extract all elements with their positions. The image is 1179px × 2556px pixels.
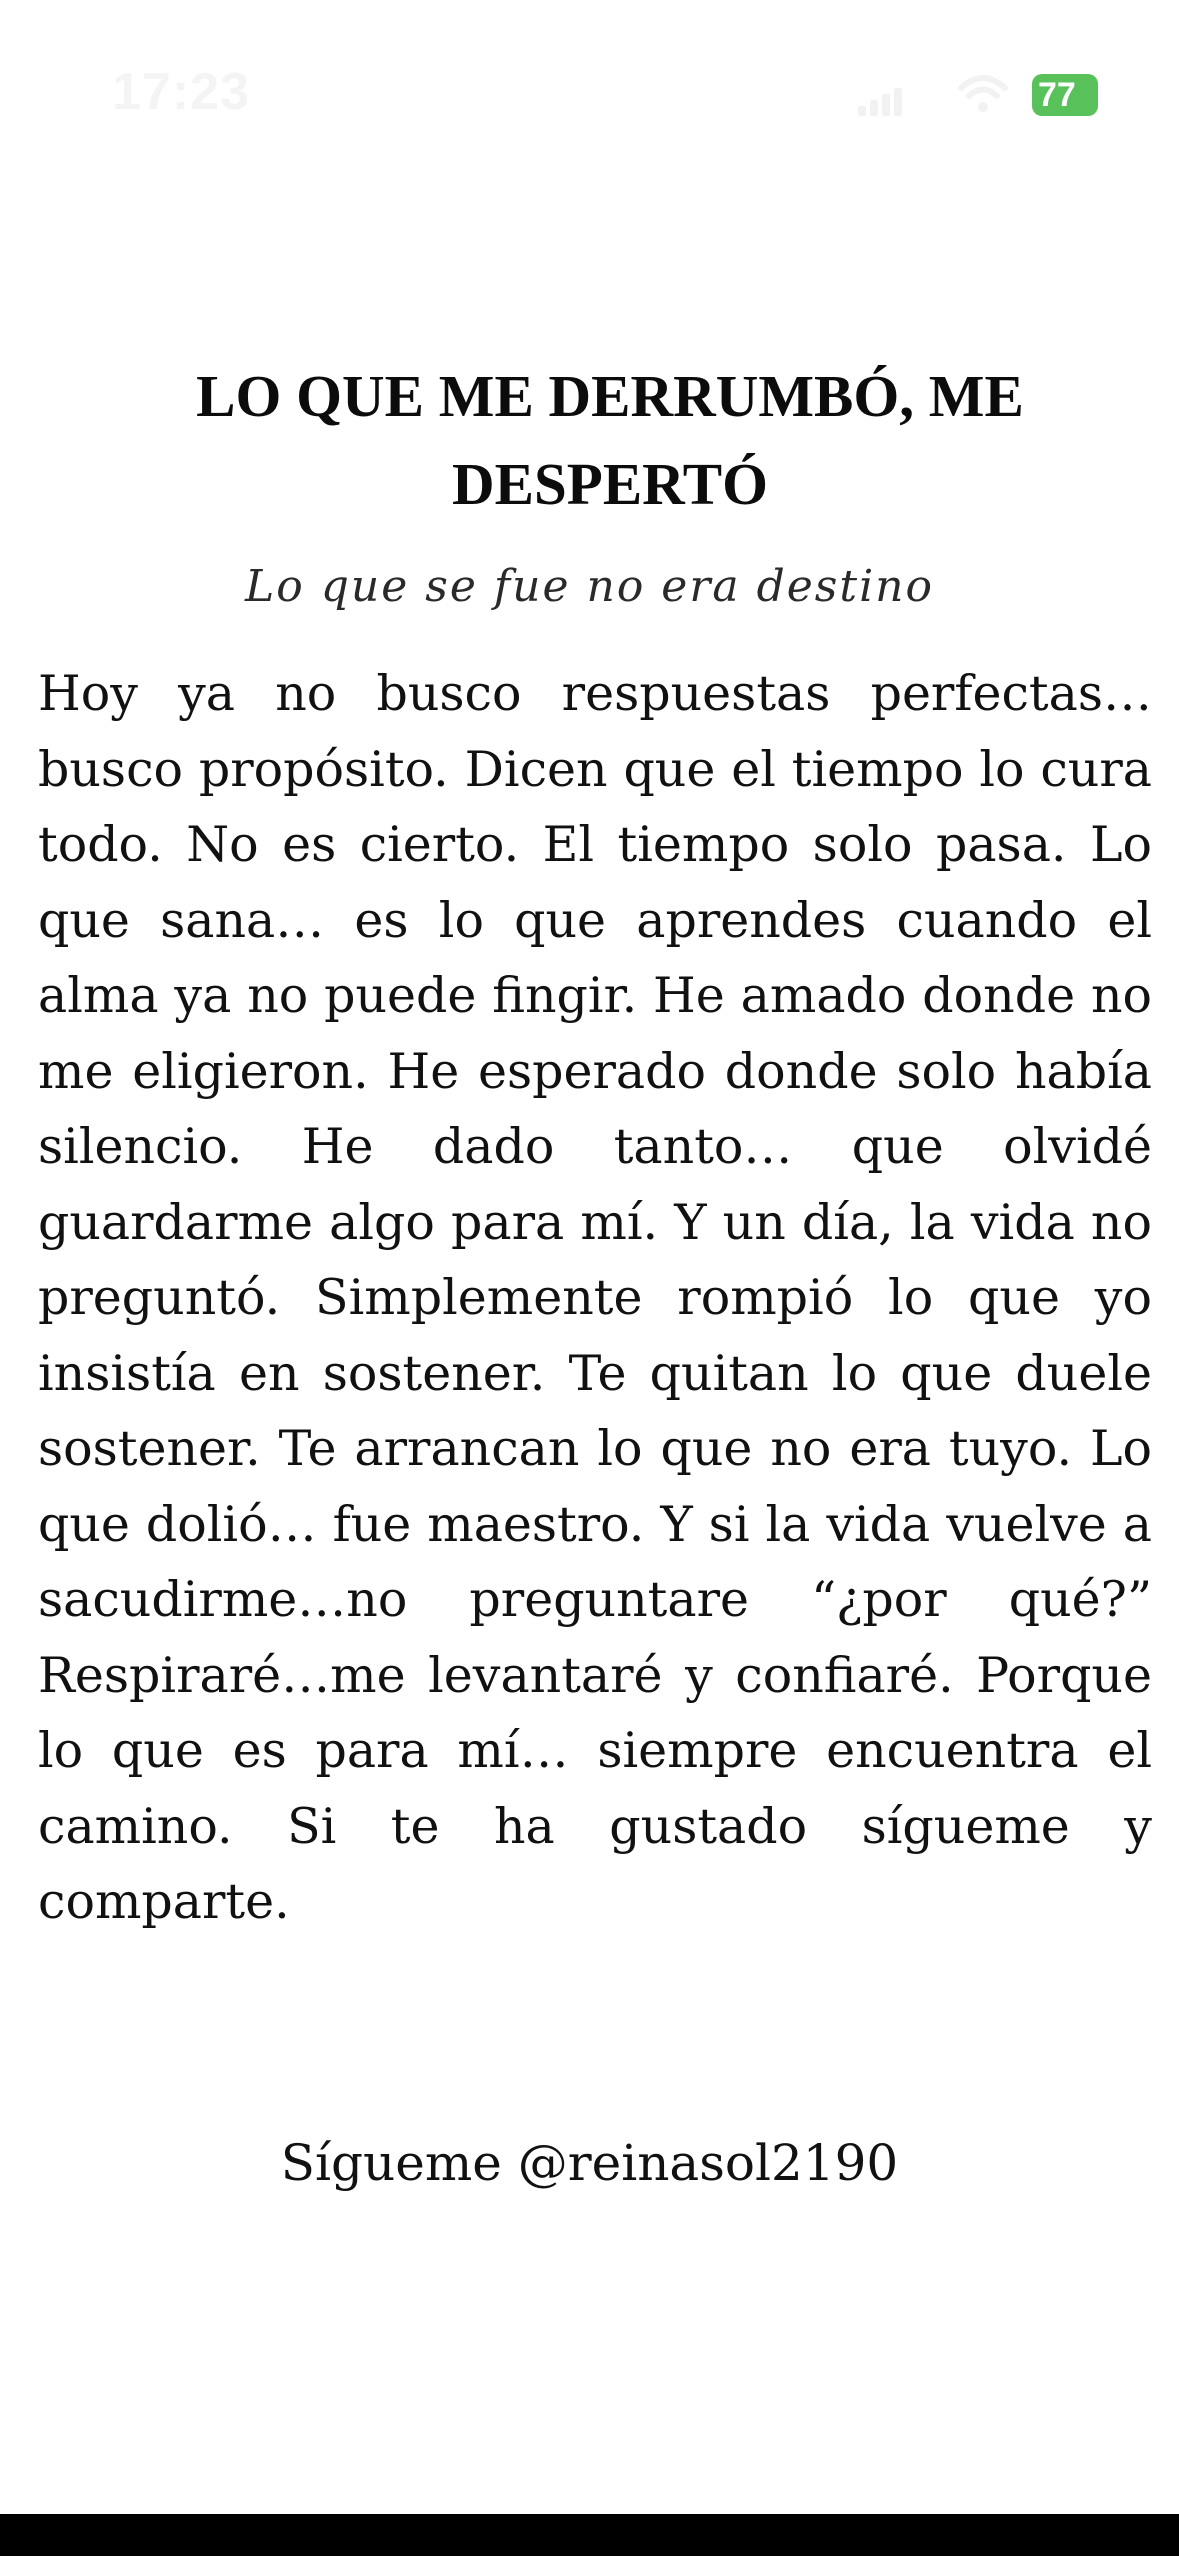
battery-level: 77 xyxy=(1038,76,1076,114)
post-subtitle: Lo que se fue no era destino xyxy=(245,561,934,612)
cellular-signal-icon xyxy=(858,86,902,116)
post-body: Hoy ya no busco respuestas perfectas… busco propósito. Dicen que el tiempo lo cura todo. No es cierto. El tiempo solo pasa. Lo que sana… es lo que aprendes cuando el alma ya no puede fingir. He amado donde no me eligieron. He esperado donde solo había silencio. He dado tanto… que olvidé guardarme algo para mí. Y un día, la vida no preguntó. Simplemente rompió lo que yo insistía en sostener. Te quitan lo que duele sostener. Te arrancan lo que no era tuyo. Lo que dolió… fue maestro. Y si la vida vuelve a sacudirme…no preguntare “¿por qué?” Respiraré…me levantaré y confiaré. Porque lo que es para mí… siempre encuentra el camino. Si te ha gustado sígueme y comparte. xyxy=(38,665,1152,1930)
status-time: 17:23 xyxy=(112,63,250,121)
post-title: LO QUE ME DERRUMBÓ, ME DESPERTÓ xyxy=(196,363,1024,517)
follow-handle: Sígueme @reinasol2190 xyxy=(280,2134,899,2192)
bottom-bar xyxy=(0,2514,1179,2556)
wifi-icon xyxy=(958,74,1008,114)
battery-icon xyxy=(1032,74,1098,116)
status-bar xyxy=(0,0,1179,190)
